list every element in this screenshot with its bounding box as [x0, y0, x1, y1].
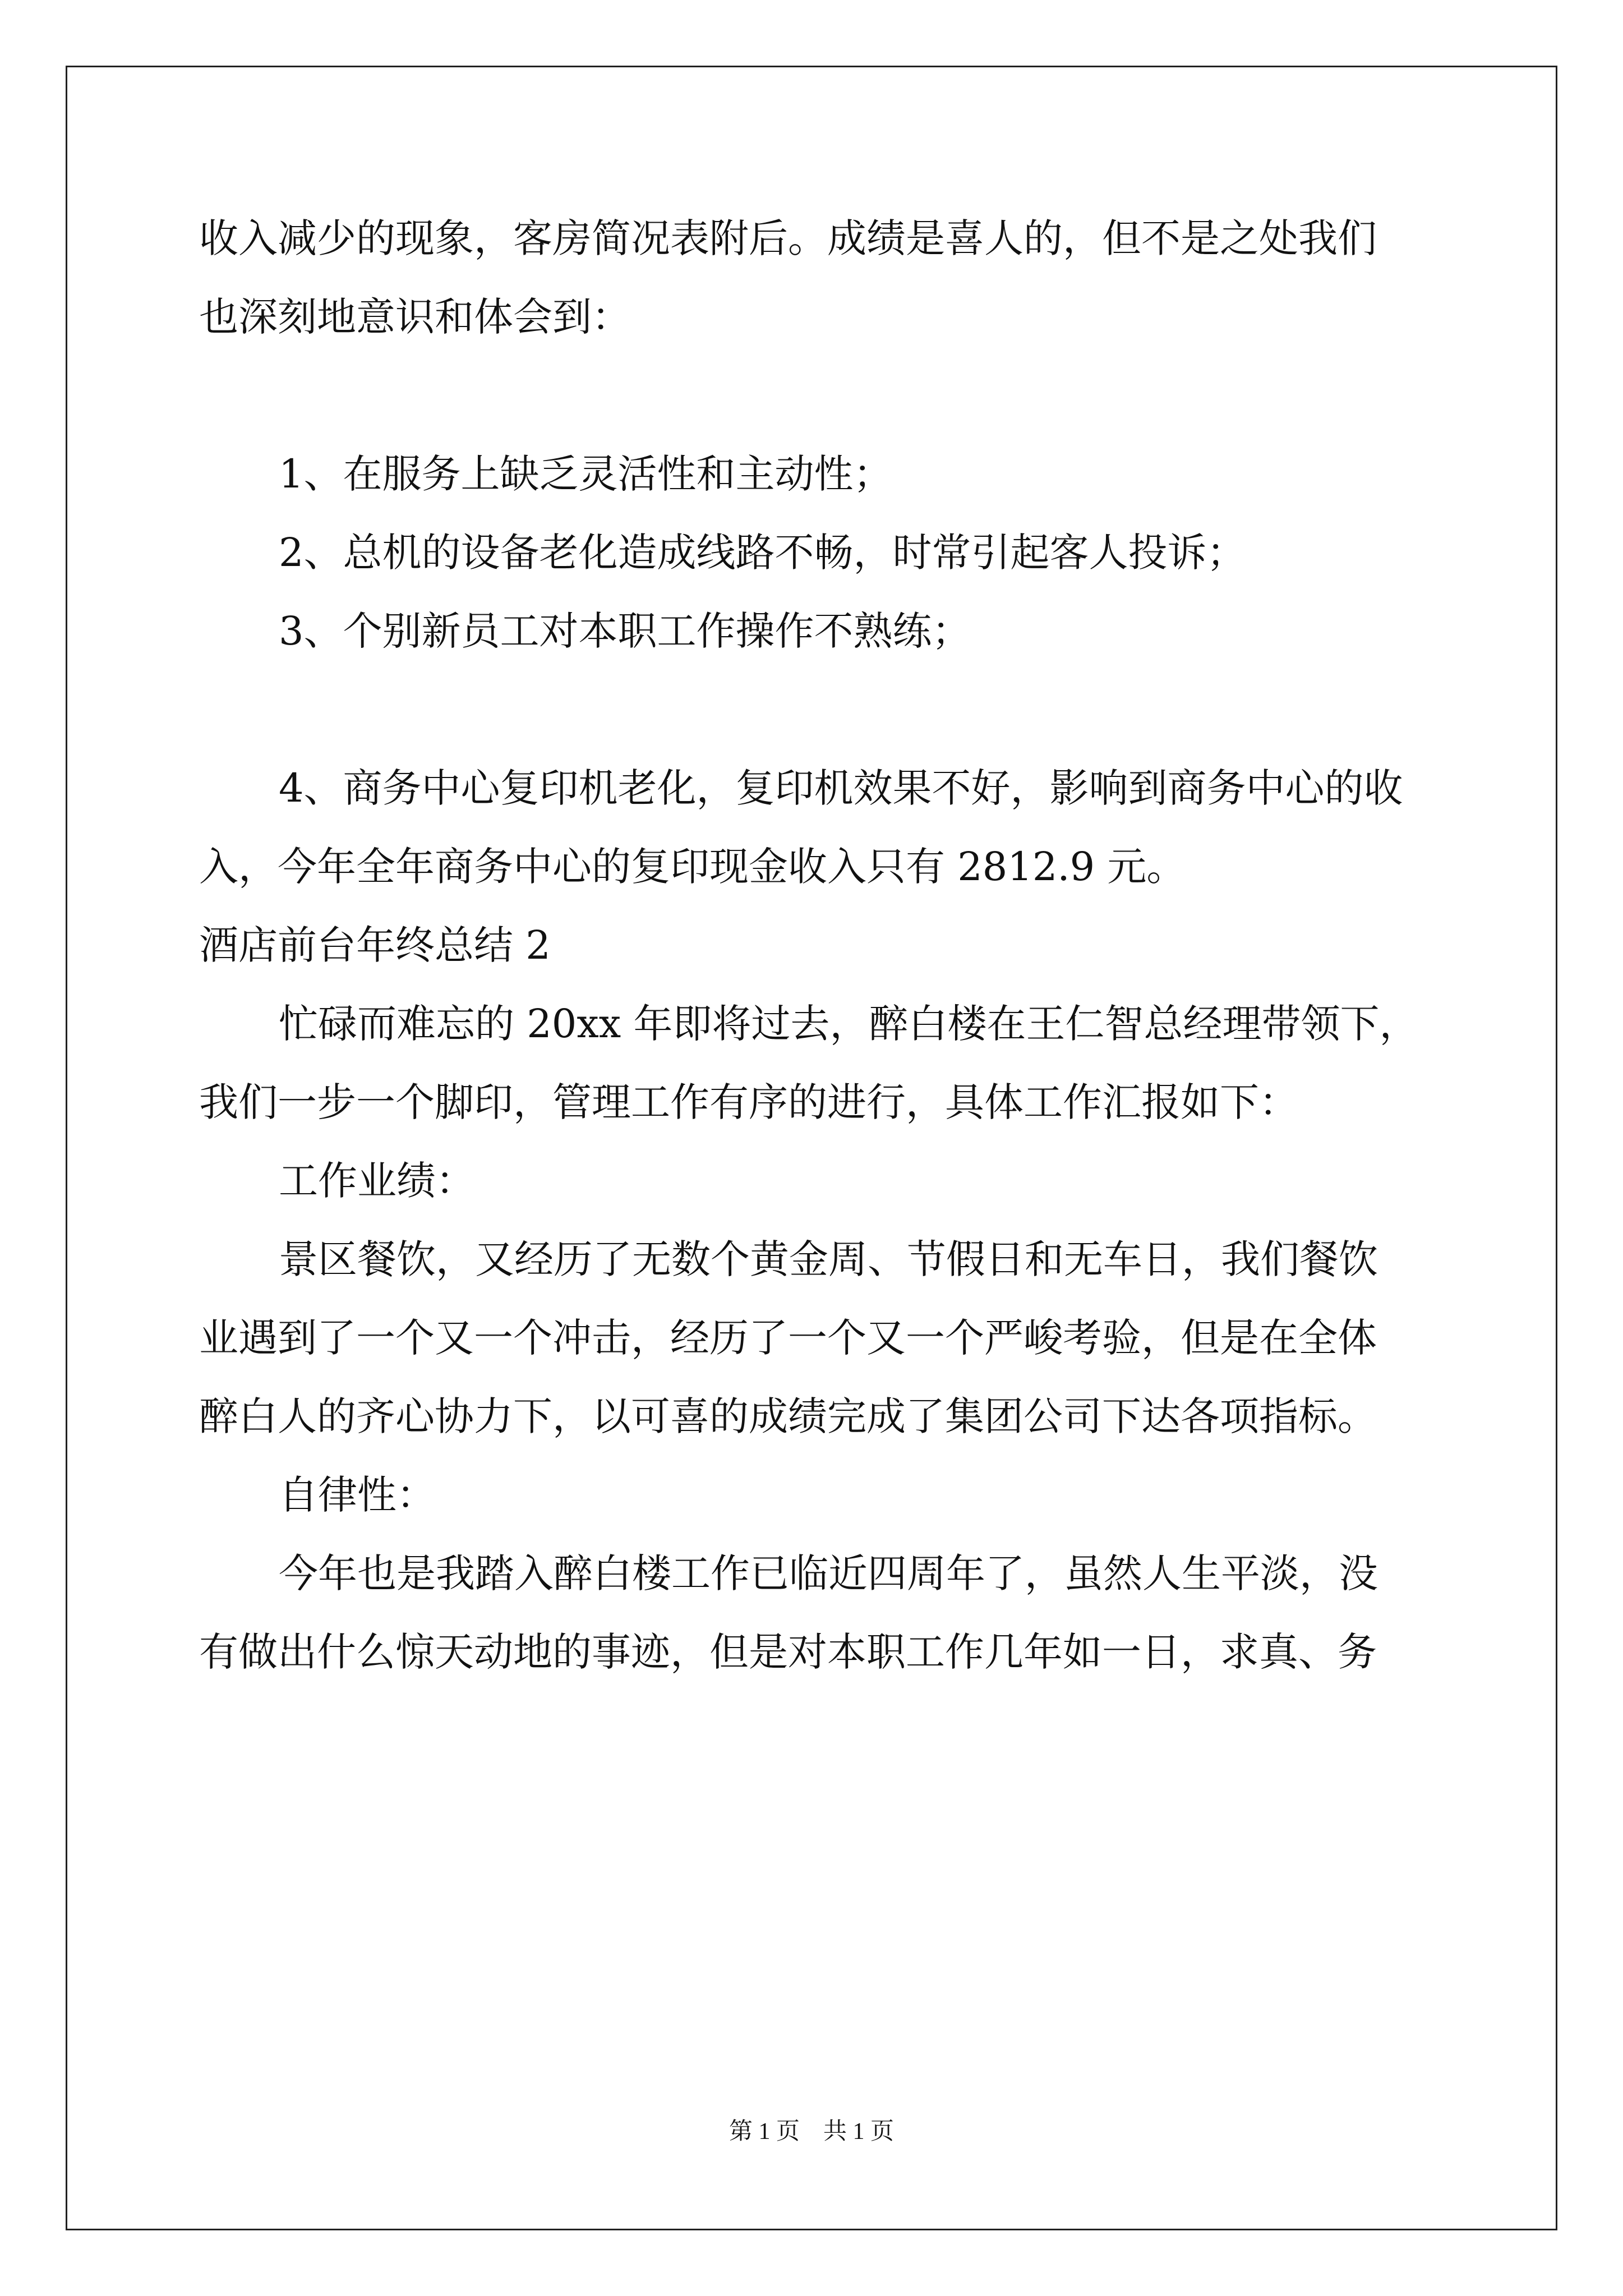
page-footer: 第 1 页 共 1 页 [728, 2119, 894, 2145]
subheading: 自律性： [279, 1472, 436, 1518]
paragraph-line: 忙碌而难忘的 20xx 年即将过去，醉白楼在王仁智总经理带领下， [279, 1001, 1419, 1047]
paragraph-line: 业遇到了一个又一个冲击，经历了一个又一个严峻考验，但是在全体 [199, 1315, 1377, 1361]
list-item: 3、个别新员工对本职工作操作不熟练； [279, 608, 971, 654]
paragraph-line: 收入减少的现象，客房简况表附后。成绩是喜人的，但不是之处我们 [199, 215, 1377, 261]
paragraph-line: 我们一步一个脚印，管理工作有序的进行，具体工作汇报如下： [199, 1079, 1298, 1125]
list-item: 4、商务中心复印机老化，复印机效果不好，影响到商务中心的收 [279, 765, 1403, 811]
list-item: 1、在服务上缺乏灵活性和主动性； [279, 451, 893, 497]
paragraph-line: 今年也是我踏入醉白楼工作已临近四周年了，虽然人生平淡，没 [279, 1550, 1378, 1596]
paragraph-line: 也深刻地意识和体会到： [199, 294, 631, 340]
subheading: 工作业绩： [279, 1158, 475, 1204]
paragraph-line: 景区餐饮，又经历了无数个黄金周、节假日和无车日，我们餐饮 [279, 1236, 1378, 1282]
paragraph-line: 入，今年全年商务中心的复印现金收入只有 2812.9 元。 [199, 844, 1186, 890]
section-heading: 酒店前台年终总结 2 [199, 922, 551, 968]
paragraph-line: 醉白人的齐心协力下，以可喜的成绩完成了集团公司下达各项指标。 [199, 1393, 1377, 1439]
paragraph-line: 有做出什么惊天动地的事迹，但是对本职工作几年如一日，求真、务 [199, 1629, 1377, 1675]
list-item: 2、总机的设备老化造成线路不畅，时常引起客人投诉； [279, 530, 1246, 576]
page-border [66, 66, 1557, 2230]
